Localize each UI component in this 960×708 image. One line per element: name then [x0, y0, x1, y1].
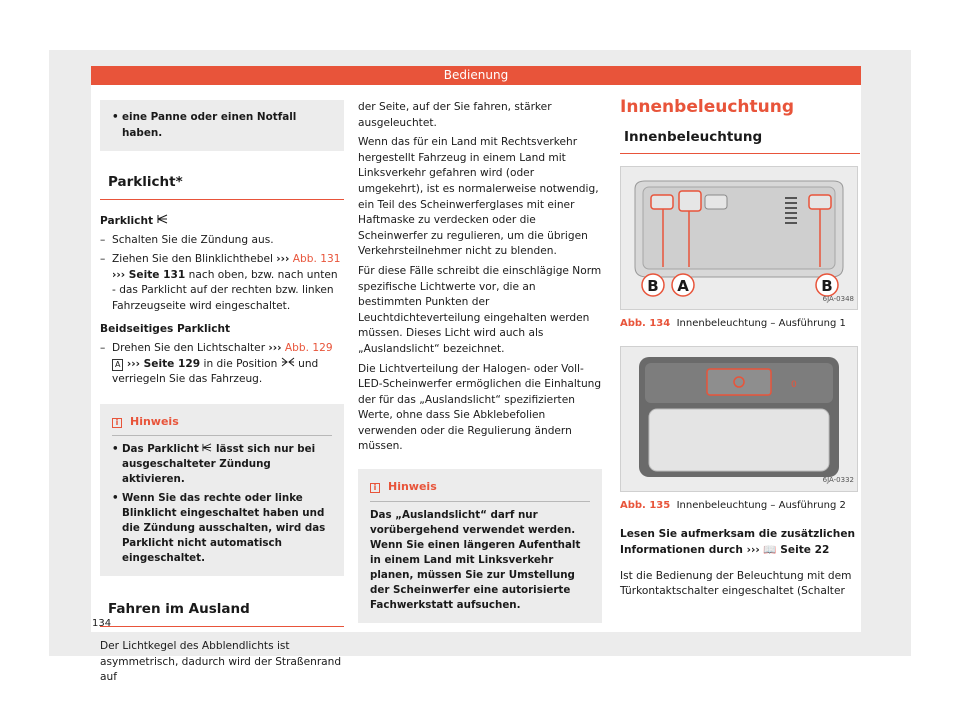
figure-caption: Abb. 135 Innenbeleuchtung – Ausführung 2 [620, 499, 846, 511]
parking-light-icon [202, 443, 212, 455]
switch-zero: 0 [791, 379, 797, 390]
step-item: – Drehen Sie den Lichtschalter ››› Abb. 129 A ››› Seite 129 in die Position und verriegeln Sie das Fahrzeug. [100, 341, 344, 388]
subheading-beidseitig: Beidseitiges Parklicht [100, 323, 231, 336]
step-item: – Schalten Sie die Zündung aus. [100, 233, 344, 249]
link-seite131[interactable]: ››› Seite 131 [112, 268, 186, 281]
section-title-ausland: Fahren im Ausland [100, 598, 344, 627]
interior-light-illustration-2 [621, 347, 857, 491]
link-seite22[interactable]: ››› 📖 Seite 22 [746, 543, 830, 556]
chapter-title: Innenbeleuchtung [620, 97, 795, 117]
paragraph: Der Lichtkegel des Abblendlichts ist asymmetrisch, dadurch wird der Straßenrand auf [100, 639, 342, 684]
figure-135 [620, 346, 858, 492]
paragraph: Wenn das für ein Land mit Rechtsverkehr hergestellt Fahrzeug in einem Land mit Linksverkehr gefahren wird (oder umgekehrt), ist es normalerweise notwendig, ein Teil des Scheinwerferglases mit einer Haftmaske zu verdecken oder die Scheinwerfer zu regulieren, um die übrigen Verkehrsteilnehmer nicht zu blenden. [358, 136, 599, 258]
read-info-text: Lesen Sie aufmerksam die zusätzlichen Informationen durch ››› 📖 Seite 22 [620, 528, 856, 556]
continuation-box [100, 100, 344, 151]
column-left [100, 100, 344, 686]
label-b-left: B [647, 277, 659, 296]
step-item: – Ziehen Sie den Blinklichthebel ››› Abb. 131 ››› Seite 131 nach oben, bzw. nach unten - das Parklicht auf der rechten bzw. linken Fahrzeugseite wird eingeschaltet. [100, 252, 344, 314]
parking-light-icon [157, 215, 168, 227]
note-title: i Hinweis [370, 479, 590, 502]
both-parking-light-icon [281, 358, 298, 370]
note-title: i Hinweis [112, 414, 332, 437]
badge-a: A [112, 359, 123, 371]
paragraph: Für diese Fälle schreibt die einschlägige Norm spezifische Lichtwerte vor, die an bestimmten Punkten der Leuchtdichteverteilung eingehalten werden müssen. Dieses Licht wird auch als „Auslandslicht“ bezeichnet. [358, 264, 602, 355]
list-item: • eine Panne oder einen Notfall haben. [112, 110, 332, 141]
section-title-innen: Innenbeleuchtung [620, 126, 860, 155]
column-middle [358, 100, 602, 623]
note-text: Das „Auslandslicht“ darf nur vorübergehend verwendet werden. Wenn Sie einen längeren Aufenthalt in einem Land mit Linksverkehr planen, müssen Sie zur Umstellung der Scheinwerfer eine autorisierte Fachwerkstatt aufsuchen. [370, 508, 581, 611]
info-icon: i [112, 418, 122, 428]
figure-code: 6JA-0332 [822, 476, 854, 485]
link-abb131[interactable]: ››› Abb. 131 [276, 252, 341, 265]
page-number: 134 [92, 618, 112, 629]
paragraph: Ist die Bedienung der Beleuchtung mit dem Türkontaktschalter eingeschaltet (Schalter [620, 569, 852, 598]
note-item: • Wenn Sie das rechte oder linke Blinklicht eingeschaltet haben und die Zündung ausschalten, wird das Parklicht nicht automatisch eingeschaltet. [112, 491, 332, 566]
figure-code: 6JA-0348 [822, 294, 854, 303]
note-box [358, 469, 602, 623]
info-icon: i [370, 483, 380, 493]
paragraph: Die Lichtverteilung der Halogen- oder Voll-LED-Scheinwerfer ermöglichen die Einhaltung der für das „Auslandslicht“ spezifizierten Werte, ohne dass Sie Abklebefolien verwenden oder die Regulierung ändern müssen. [358, 362, 602, 453]
book-icon: 📖 [763, 543, 777, 556]
column-right [620, 97, 860, 600]
link-abb129[interactable]: ››› Abb. 129 [268, 341, 333, 354]
figure-caption: Abb. 134 Innenbeleuchtung – Ausführung 1 [620, 318, 846, 330]
note-item: • Das Parklicht lässt sich nur bei ausgeschalteter Zündung aktivieren. [112, 442, 332, 487]
section-title-parklicht: Parklicht* [100, 171, 344, 200]
label-b-right: B [821, 277, 833, 296]
interior-light-illustration-1 [621, 167, 857, 309]
page-header: Bedienung [91, 66, 861, 85]
label-a: A [677, 277, 689, 296]
figure-134 [620, 166, 858, 310]
paragraph: der Seite, auf der Sie fahren, stärker ausgeleuchtet. [358, 101, 552, 129]
link-seite129[interactable]: ››› Seite 129 [126, 357, 201, 370]
subheading-parklicht: Parklicht [100, 214, 344, 230]
note-box [100, 404, 344, 577]
